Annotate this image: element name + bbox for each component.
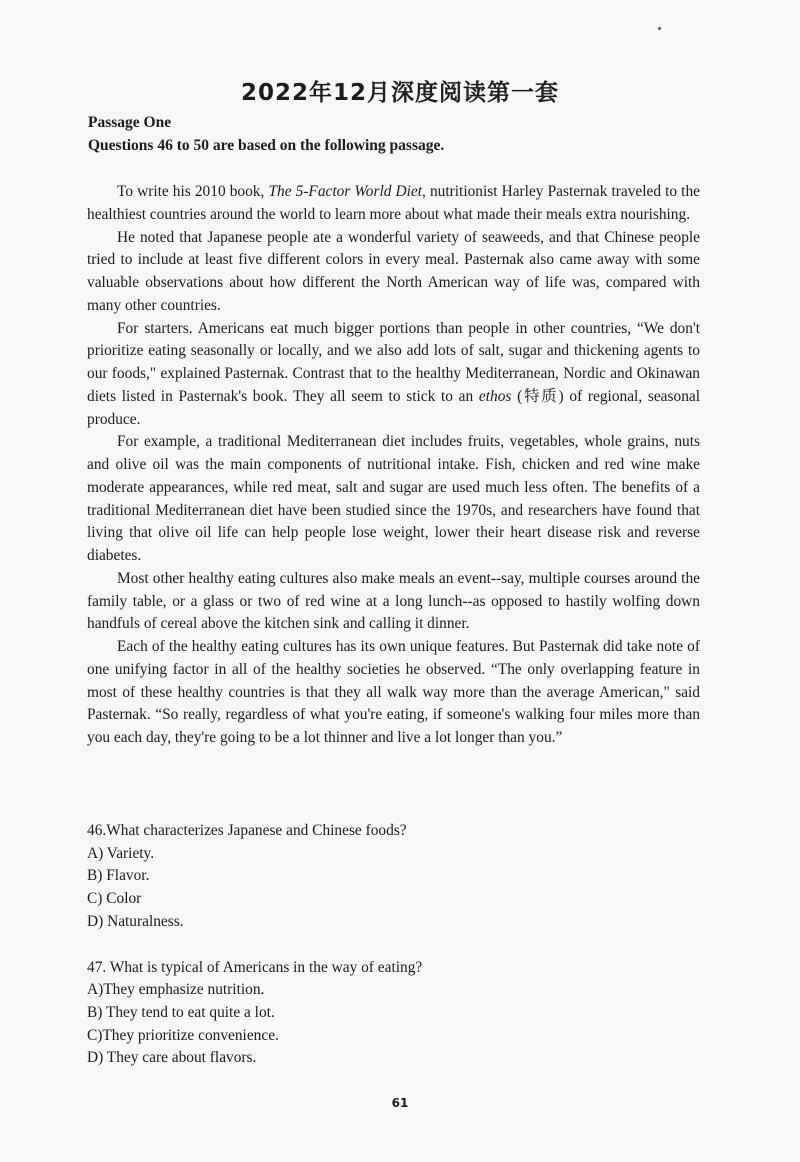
- paragraph-5: Most other healthy eating cultures also make meals an event--say, multiple courses around the family table, or a glass or two of red wine at a long lunch--as opposed to hastily wolfing down handfuls of cereal above the kitchen sink and calling it dinner.: [87, 569, 700, 633]
- option-d: D) They care about flavors.: [87, 1049, 257, 1067]
- question-47: [87, 957, 707, 1071]
- paragraph-4: For example, a traditional Mediterranean diet includes fruits, vegetables, whole grains, nuts and olive oil was the main components of nutritional intake. Fish, chicken and red wine make moderate appearances, while red meat, salt and sugar are used much less often. The benefits of a traditional Mediterranean diet have been studied since the 1970s, and researchers have found that living that olive oil life can help people lose weight, lower their heart disease risk and reverse diabetes.: [87, 433, 700, 564]
- question-stem: 46.What characterizes Japanese and Chinese foods?: [87, 822, 407, 839]
- page-number: 61: [391, 1096, 409, 1110]
- passage-body: [87, 181, 700, 750]
- scan-speck: [658, 27, 661, 30]
- option-a: A)They emphasize nutrition.: [87, 981, 265, 999]
- option-c: C)They prioritize convenience.: [87, 1026, 279, 1044]
- passage-instructions: Questions 46 to 50 are based on the following passage.: [88, 137, 445, 154]
- question-stem: 47. What is typical of Americans in the way of eating?: [87, 958, 423, 976]
- paragraph-1: To write his 2010 book, The 5-Factor World Diet, nutritionist Harley Pasternak traveled to the healthiest countries around the world to learn more about what made their meals extra nourishing.: [87, 183, 700, 223]
- option-a: A) Variety.: [87, 844, 155, 862]
- paragraph-6: Each of the healthy eating cultures has its own unique features. But Pasternak did take note of one unifying factor in all of the healthy societies he observed. “The only overlapping feature in most of these healthy countries is that they all walk way more than the average American," said Pasternak. “So really, regardless of what you're eating, if someone's walking four miles more than you each day, they're going to be a lot thinner and live a lot longer than you.”: [87, 638, 700, 746]
- option-b: B) They tend to eat quite a lot.: [87, 1003, 275, 1021]
- paragraph-3: For starters. Americans eat much bigger portions than people in other countries, “We don't prioritize eating seasonally or locally, and we also add lots of salt, sugar and thickening agents to our foods," explained Pasternak. Contrast that to the healthy Mediterranean, Nordic and Okinawan diets listed in Pasternak's book. They all seem to stick to an ethos (特质) of regional, seasonal produce.: [87, 319, 701, 428]
- paragraph-2: He noted that Japanese people ate a wonderful variety of seaweeds, and that Chinese people tried to include at least five different colors in every meal. Pasternak also came away with some valuable observations about how different the North American way of life was, compared with many other countries.: [87, 228, 700, 314]
- page-title: 2022年12月深度阅读第一套: [240, 80, 560, 106]
- option-b: B) Flavor.: [87, 867, 150, 885]
- question-46: [87, 820, 707, 934]
- passage-label: Passage One: [88, 114, 172, 131]
- option-d: D) Naturalness.: [87, 912, 184, 930]
- question-list: [87, 820, 707, 1093]
- option-c: C) Color: [87, 890, 142, 908]
